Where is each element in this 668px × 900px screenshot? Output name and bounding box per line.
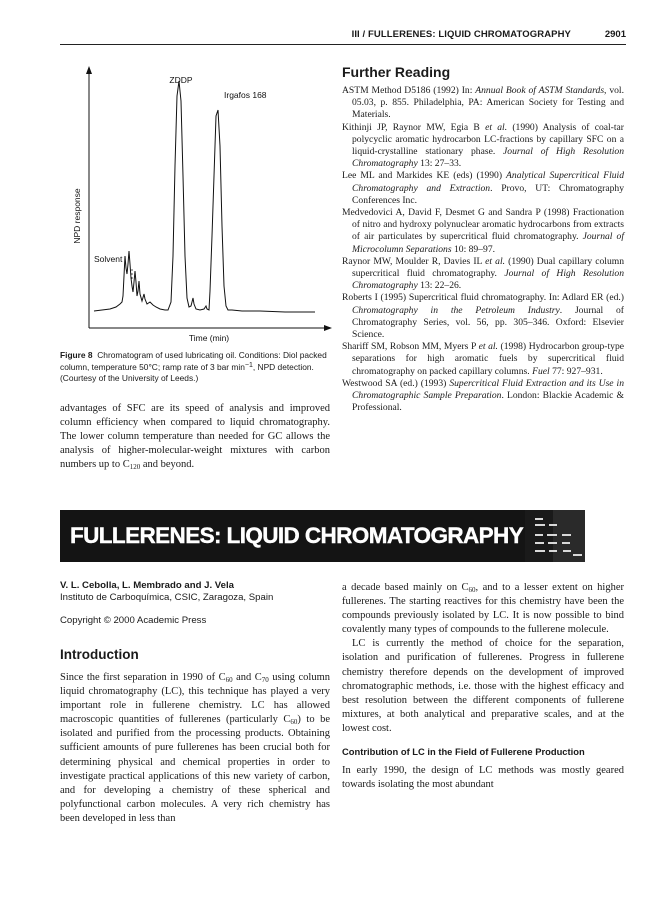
reference-item: Lee ML and Markides KE (eds) (1990) Analytical Supercritical Fluid Chromatography and Extraction. Provo, UT: Chromatography Conferences Inc.	[342, 170, 624, 206]
section-subheading: Contribution of LC in the Field of Fullerene Production	[342, 746, 585, 758]
reference-item: Westwood SA (ed.) (1993) Supercritical Fluid Extraction and its Use in Chromatographic Sample Preparation. London: Blackie Academic & Professional.	[342, 377, 624, 414]
chromatogram-plot	[70, 66, 335, 346]
reference-item: Raynor MW, Moulder R, Davies IL et al. (1990) Dual capillary column supercritical fluid chromatography. Journal of High Resolution Chromatography 13: 22–26.	[342, 255, 624, 292]
chromatography-column-icon	[525, 510, 585, 562]
running-header	[60, 29, 626, 43]
further-reading	[342, 64, 624, 414]
figure-caption-text-b: , NPD detection. (Courtesy of the University of Leeds.)	[60, 361, 314, 384]
introduction-heading: Introduction	[60, 647, 139, 662]
y-axis-arrow	[86, 66, 92, 74]
article-right-column	[342, 581, 624, 792]
introduction-paragraph: Since the first separation in 1990 of $C_{60}$ and $C_{70}$ using column liquid chromatography (LC), this technique has played a very important role in fullerene chemistry. LC has allowed macroscopic quantities of fullerenes (particularly $C_{60}$) to be isolated and purified from the processing products. Obtaining sufficient amounts of pure fullerenes has been crucial both for determining physical and chemical properties in order to investigate practical applications of this new variety of carbon, and for developing a chemistry of these spherical and polyfunctional carbon molecules. A very rich chemistry has been developed in less than	[60, 672, 331, 824]
x-axis-label: Time (min)	[188, 333, 230, 343]
article-title-banner	[60, 510, 525, 562]
sfc-paragraph-tail: and beyond.	[140, 459, 195, 471]
y-axis-label: NPD response	[72, 188, 82, 244]
reference-item: Shariff SM, Robson MM, Myers P et al. (1998) Hydrocarbon group-type separations for high aromatic fuels by supercritical fluid chromatography on packed capillary columns. Fuel 77: 927–931.	[342, 341, 624, 377]
header-rule	[60, 44, 626, 45]
reference-item: Medvedovici A, David F, Desmet G and Sandra P (1998) Fractionation of nitro and hydroxy polynuclear aromatic hydrocarbons from extracts of air particulates by supercritical fluid chromatography. Journal of Microcolumn Separations 10: 89–97.	[342, 207, 624, 255]
x-axis-arrow	[324, 325, 332, 331]
paragraph: LC is currently the method of choice for the separation, isolation and purification of fullerenes. Progress in fullerene chemistry therefore depends on the development of improved chromatographic methods, i.e. those with the highest efficacy and best resolution between the different components of fullerene mixtures, at both analytical and preparative scales, and at the lowest cost.	[342, 638, 624, 734]
sfc-paragraph	[60, 402, 330, 472]
article-title: FULLERENES: LIQUID CHROMATOGRAPHY	[70, 523, 524, 548]
label-irgafos: Irgafos 168	[224, 90, 267, 100]
figure-caption-text-a: Chromatogram of used lubricating oil. Conditions: Diol packed column, temperature 50°C; ramp rate of 3 bar min	[60, 350, 327, 372]
author-block	[60, 580, 330, 628]
sfc-paragraph-text: advantages of SFC are its speed of analysis and improved column efficiency when compared to liquid chromatography. The lower column temperature than needed for GC allows the analysis of higher-molecular-weight mixtures with carbon numbers up to C	[60, 403, 330, 471]
copyright: Copyright © 2000 Academic Press	[60, 615, 207, 627]
paragraph: a decade based mainly on $C_{60}$, and to a lesser extent on higher fullerenes. The starting reactives for this chemistry have been the compounds previously isolated by LC. It is now possible to bind covalently many types of compounds to the fullerene molecule.	[342, 582, 625, 636]
reference-item: Kithinji JP, Raynor MW, Egia B et al. (1990) Analysis of coal-tar polycyclic aromatic hydrocarbon LC-fractions by capillary SFC on a liquid-crystalline stationary phase. Journal of High Resolution Chromatography 13: 27–33.	[342, 121, 624, 170]
figure-caption	[60, 350, 330, 385]
page-number: 2901	[604, 29, 626, 40]
author-names: V. L. Cebolla, L. Membrado and J. Vela	[60, 580, 234, 591]
label-zddp: ZDDP	[169, 75, 193, 85]
running-header-title: III / FULLERENES: LIQUID CHROMATOGRAPHY	[351, 29, 571, 40]
reference-item: Roberts I (1995) Supercritical fluid chromatography. In: Adlard ER (ed.) Chromatography in the Petroleum Industry. Journal of Chromatography Series, vol. 56, pp. 305–346. Oxford: Elsevier Science.	[342, 292, 624, 341]
sfc-paragraph-subscript: 120	[129, 463, 141, 472]
figure-caption-label: Figure 8	[60, 350, 93, 360]
reference-list	[342, 85, 624, 414]
figure-8-chromatogram	[70, 66, 335, 346]
further-reading-heading: Further Reading	[342, 64, 451, 80]
affiliation: Instituto de Carboquímica, CSIC, Zaragoza, Spain	[60, 592, 274, 604]
figure-caption-superscript: −1	[244, 361, 253, 369]
reference-item: ASTM Method D5186 (1992) In: Annual Book of ASTM Standards, vol. 05.03, p. 855. Philadelphia, PA: American Society for Testing and Materials.	[342, 85, 624, 121]
chromatogram-trace	[94, 81, 315, 312]
label-solvent: Solvent	[94, 254, 123, 264]
paragraph: In early 1990, the design of LC methods was mostly geared towards isolating the most abundant	[342, 765, 624, 791]
